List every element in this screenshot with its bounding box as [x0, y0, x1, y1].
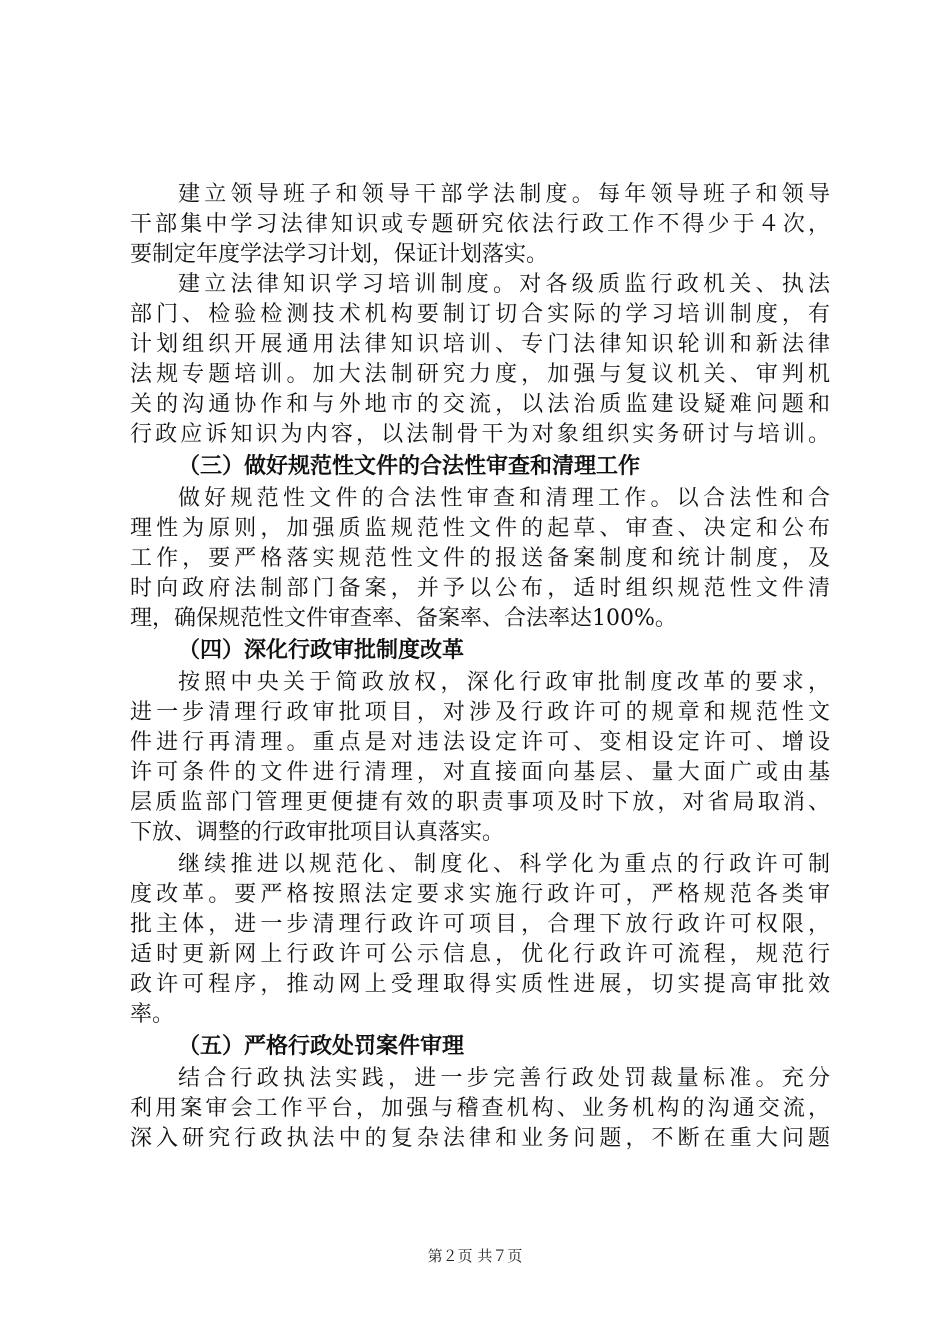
paragraph-text: 建立法律知识学习培训制度。对各级质监行政机关、执法	[178, 272, 830, 297]
paragraph-text: 部门、检验检测技术机构要制订切合实际的学习培训制度，有	[130, 302, 830, 327]
paragraph-text: 许可条件的文件进行清理，对直接面向基层、量大面广或由基	[130, 760, 830, 785]
paragraph-text: 建立领导班子和领导干部学法制度。每年领导班子和领导	[178, 182, 830, 207]
paragraph-text: 政许可程序，推动网上受理取得实质性进展，切实提高审批效	[130, 972, 830, 997]
paragraph-text: 继续推进以规范化、制度化、科学化为重点的行政许可制	[178, 852, 830, 877]
paragraph-text: 理，确保规范性文件审查率、备案率、合法率达100%。	[130, 606, 677, 631]
paragraph-text: 时向政府法制部门备案，并予以公布，适时组织规范性文件清	[130, 576, 830, 601]
paragraph-text: 下放、调整的行政审批项目认真落实。	[130, 820, 505, 845]
paragraph-text: 做好规范性文件的合法性审查和清理工作。以合法性和合	[178, 486, 830, 511]
paragraph-text: 率。	[130, 1002, 175, 1027]
paragraph-text: 结合行政执法实践，进一步完善行政处罚裁量标准。充分	[178, 1066, 830, 1091]
paragraph-text: 计划组织开展通用法律知识培训、专门法律知识轮训和新法律	[130, 332, 830, 357]
paragraph-text: 深入研究行政执法中的复杂法律和业务问题，不断在重大问题	[130, 1126, 830, 1151]
paragraph-text: 批主体，进一步清理行政许可项目，合理下放行政许可权限，	[130, 912, 830, 937]
paragraph-text: 关的沟通协作和与外地市的交流，以法治质监建设疑难问题和	[130, 392, 830, 417]
paragraph-text: 按照中央关于简政放权，深化行政审批制度改革的要求，	[178, 670, 830, 695]
paragraph-text: 层质监部门管理更便捷有效的职责事项及时下放，对省局取消、	[130, 790, 830, 815]
page-footer	[0, 1246, 950, 1266]
paragraph-text: 适时更新网上行政许可公示信息，优化行政许可流程，规范行	[130, 942, 830, 967]
paragraph-text: 干部集中学习法律知识或专题研究依法行政工作不得少于４次，	[130, 212, 830, 237]
paragraph-text: 件进行再清理。重点是对违法设定许可、变相设定许可、增设	[130, 730, 830, 755]
paragraph-text: 理性为原则，加强质监规范性文件的起草、审查、决定和公布	[130, 516, 830, 541]
paragraph-text: 度改革。要严格按照法定要求实施行政许可，严格规范各类审	[130, 882, 830, 907]
paragraph-text: 利用案审会工作平台，加强与稽查机构、业务机构的沟通交流，	[130, 1096, 830, 1121]
section-heading-text: （四）深化行政审批制度改革	[178, 638, 465, 663]
page-number-label: 第２页 共７页	[427, 1247, 523, 1265]
section-heading-text: （五）严格行政处罚案件审理	[178, 1034, 465, 1059]
section-heading-text: （三）做好规范性文件的合法性审查和清理工作	[178, 454, 641, 479]
paragraph-text: 工作，要严格落实规范性文件的报送备案制度和统计制度，及	[130, 546, 830, 571]
paragraph-text: 进一步清理行政审批项目，对涉及行政许可的规章和规范性文	[130, 700, 830, 725]
paragraph-text: 要制定年度学法学习计划，保证计划落实。	[130, 242, 549, 267]
paragraph-text: 法规专题培训。加大法制研究力度，加强与复议机关、审判机	[130, 362, 830, 387]
paragraph-text: 行政应诉知识为内容，以法制骨干为对象组织实务研讨与培训。	[130, 422, 830, 447]
